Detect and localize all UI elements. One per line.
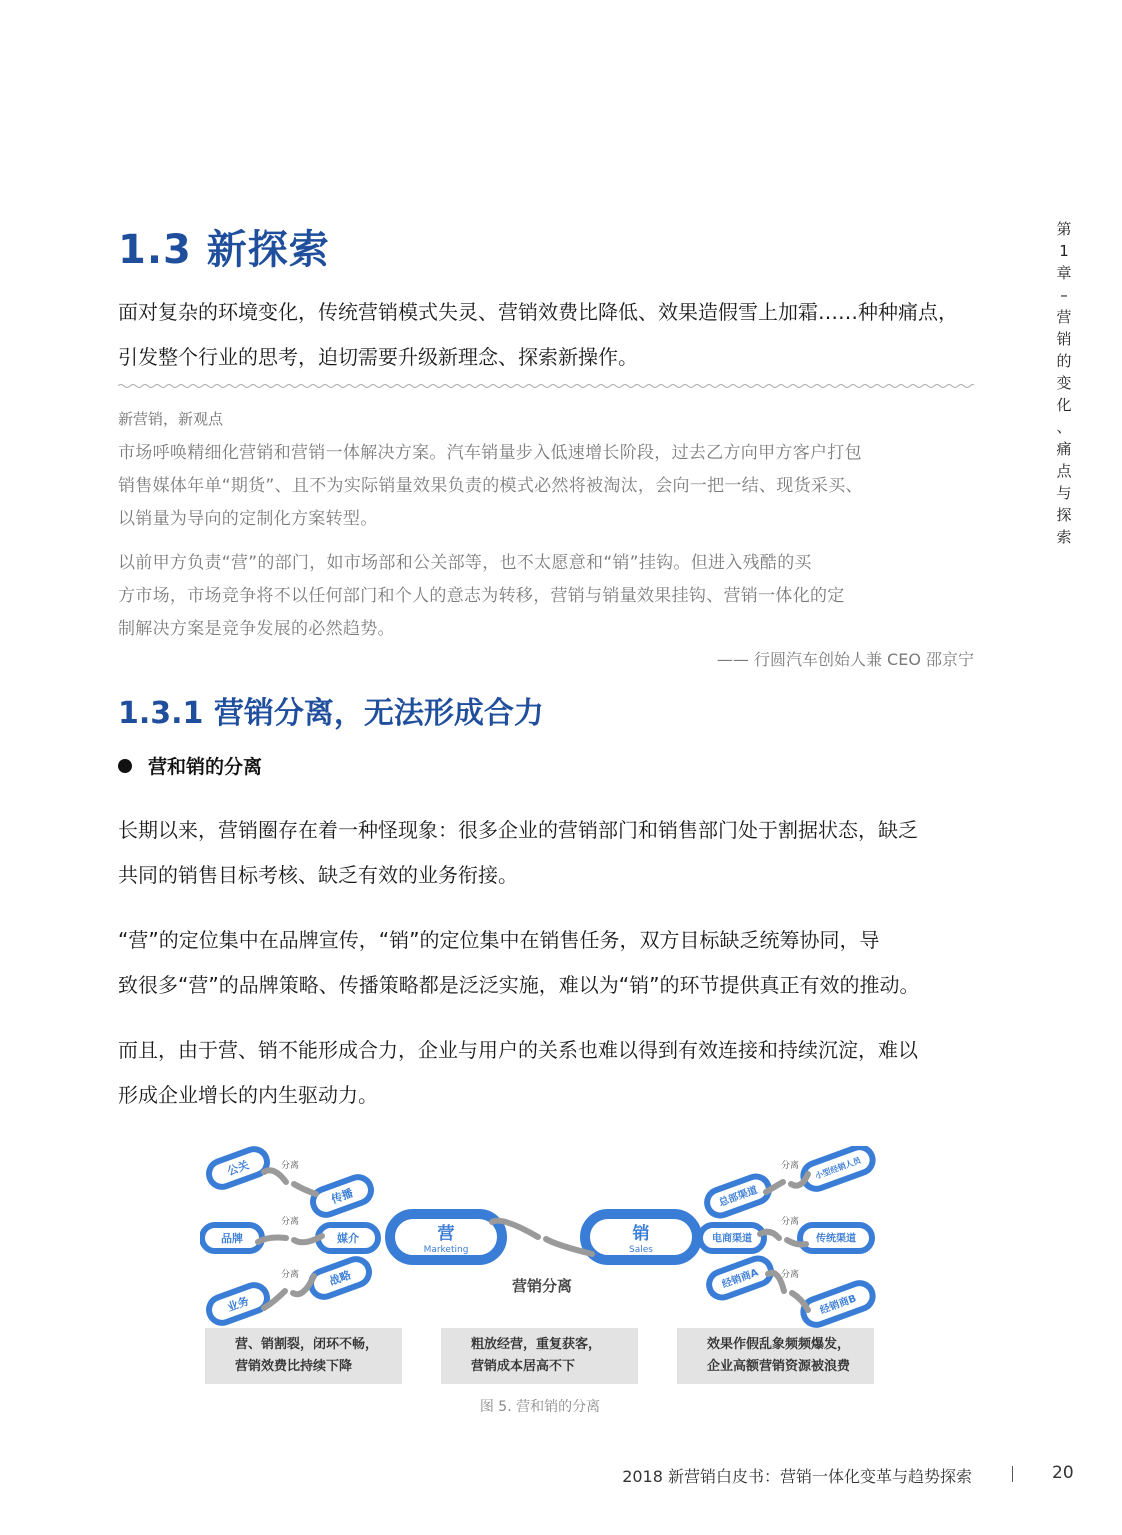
marketing-label: 营 (437, 1224, 455, 1244)
section-title: 1.3 新探索 (118, 227, 330, 273)
quote-line: 市场呼唤精细化营销和营销一体解决方案。汽车销量步入低速增长阶段，过去乙方向甲方客户打包 (118, 443, 862, 463)
broken-link-piece (294, 1236, 322, 1242)
split-label: 分离 (780, 1217, 800, 1227)
chapter-side-tab (1052, 218, 1076, 548)
side-tab-char: 化 (1056, 396, 1072, 414)
body-paragraph (118, 1028, 978, 1118)
sales-label: 销 (632, 1224, 650, 1244)
figure-caption: 图 5. 营和销的分离 (479, 1399, 601, 1415)
chain-link-label: 媒介 (337, 1231, 359, 1245)
side-tab-char: 营 (1056, 308, 1072, 326)
chain-link (318, 1225, 378, 1251)
chain-link (800, 1146, 877, 1193)
side-tab-char: 与 (1056, 484, 1072, 502)
body-line: 形成企业增长的内生驱动力。 (118, 1083, 378, 1107)
chain-link-label: 品牌 (221, 1231, 243, 1245)
side-tab-char: 的 (1056, 352, 1072, 370)
chain-link-label: 小型经销人员 (814, 1155, 863, 1181)
chain-link (205, 1146, 270, 1190)
chain-link (307, 1256, 372, 1301)
body-line: 长期以来，营销圈存在着一种怪现象：很多企业的营销部门和销售部门处于割据状态，缺乏 (118, 818, 918, 842)
marketing-en-label: Marketing (423, 1245, 469, 1255)
body-line: “营”的定位集中在品牌宣传，“销”的定位集中在销售任务，双方目标缺乏统筹协同，导 (118, 928, 880, 952)
side-tab-char: 索 (1056, 528, 1072, 546)
intro-line: 引发整个行业的思考，迫切需要升级新理念、探索新操作。 (118, 345, 638, 369)
chain-link-label: 总部渠道 (717, 1184, 760, 1209)
side-tab-char: 1 (1059, 242, 1069, 260)
subsection-title: 1.3.1 营销分离，无法形成合力 (118, 696, 544, 731)
figure-box-line: 营销成本居高不下 (471, 1359, 576, 1374)
side-tab-char: 销 (1056, 330, 1072, 348)
bullet-heading-text: 营和销的分离 (148, 756, 263, 778)
bullet-dot-icon (118, 759, 132, 773)
quote-line: 销售媒体年单“期货”、且不为实际销量效果负责的模式必然将被淘汰，会向一把一结、现货采买、 (118, 476, 863, 496)
chain-link (205, 1282, 270, 1327)
quote-line: 制解决方案是竞争发展的必然趋势。 (118, 619, 395, 639)
quote-line: 以前甲方负责“营”的部门，如市场部和公关部等，也不太愿意和“销”挂钩。但进入残酷的买 (118, 553, 812, 573)
body-line: 共同的销售目标考核、缺乏有效的业务衔接。 (118, 863, 518, 887)
sales-en-label: Sales (629, 1245, 653, 1255)
broken-link-piece (294, 1184, 316, 1194)
quote-source: —— 行圆汽车创始人兼 CEO 邵京宁 (716, 650, 974, 669)
quote-line: 以销量为导向的定制化方案转型。 (118, 509, 378, 529)
figure-box (677, 1328, 874, 1384)
body-line: 致很多“营”的品牌策略、传播策略都是泛泛实施，难以为“销”的环节提供真正有效的推动。 (118, 973, 920, 997)
figure-box-line: 营、销割裂，闭环不畅， (235, 1337, 379, 1352)
chain-link (700, 1225, 764, 1251)
body-line: 而且，由于营、销不能形成合力，企业与用户的关系也难以得到有效连接和持续沉淀，难以 (118, 1038, 918, 1062)
side-tab-char: 章 (1056, 264, 1072, 282)
side-tab-char: 、 (1056, 418, 1072, 436)
side-tab-char: 第 (1056, 220, 1072, 238)
split-label: 分离 (780, 1270, 800, 1280)
figure-box (441, 1328, 638, 1384)
chain-link-label: 公关 (225, 1158, 251, 1179)
figure-box-line: 效果作假乱象频频爆发， (707, 1337, 851, 1352)
chain-link (800, 1279, 877, 1328)
broken-link-piece (791, 1174, 808, 1186)
figure-box-line: 粗放经营，重复获客， (471, 1337, 602, 1352)
broken-link-piece (792, 1293, 808, 1310)
figure-box-line: 企业高额营销资源被浪费 (707, 1359, 851, 1374)
footer-title: 2018 新营销白皮书：营销一体化变革与趋势探索 (622, 1467, 972, 1486)
chain-link-label: 战略 (327, 1268, 353, 1289)
quote-paragraph (118, 547, 976, 646)
chain-link (705, 1255, 774, 1301)
chain-link (703, 1173, 772, 1219)
chain-link (800, 1225, 872, 1251)
figure-box (205, 1328, 402, 1384)
chain-link-label: 经销商B (818, 1293, 858, 1317)
chain-link-label: 传播 (329, 1186, 355, 1207)
broken-link-piece (258, 1238, 286, 1243)
figure-box-line: 营销效费比持续下降 (235, 1359, 353, 1374)
body-paragraph (118, 918, 978, 1008)
chain-link-label: 传统渠道 (816, 1233, 856, 1245)
chain-link-label: 电商渠道 (712, 1233, 752, 1245)
quote-heading: 新营销，新观点 (118, 410, 224, 428)
bullet-heading (118, 752, 262, 779)
side-tab-char: 变 (1056, 374, 1072, 392)
side-tab-char: 点 (1056, 462, 1072, 480)
side-tab-char: – (1060, 286, 1068, 304)
split-label: 分离 (280, 1161, 300, 1171)
wavy-divider (118, 382, 974, 390)
side-tab-char: 探 (1056, 506, 1072, 524)
side-tab-char: 痛 (1056, 440, 1072, 458)
split-label: 分离 (280, 1270, 300, 1280)
page-number: 20 (1052, 1463, 1074, 1483)
split-label: 分离 (280, 1217, 300, 1227)
body-paragraph (118, 808, 978, 898)
section-intro (118, 290, 978, 380)
footer-divider (1012, 1466, 1013, 1482)
quote-paragraph (118, 437, 976, 536)
chain-link-label: 业务 (225, 1294, 251, 1315)
chain-link (309, 1174, 374, 1219)
chain-link-label: 经销商A (720, 1267, 760, 1291)
center-split-label: 营销分离 (511, 1277, 573, 1295)
broken-link-piece (264, 1170, 286, 1182)
intro-line: 面对复杂的环境变化，传统营销模式失灵、营销效费比降低、效果造假雪上加霜……种种痛点， (118, 300, 958, 324)
quote-line: 方市场，市场竞争将不以任何部门和个人的意志为转移，营销与销量效果挂钩、营销一体化的定 (118, 586, 845, 606)
chain-link (202, 1225, 262, 1251)
split-label: 分离 (780, 1161, 800, 1171)
